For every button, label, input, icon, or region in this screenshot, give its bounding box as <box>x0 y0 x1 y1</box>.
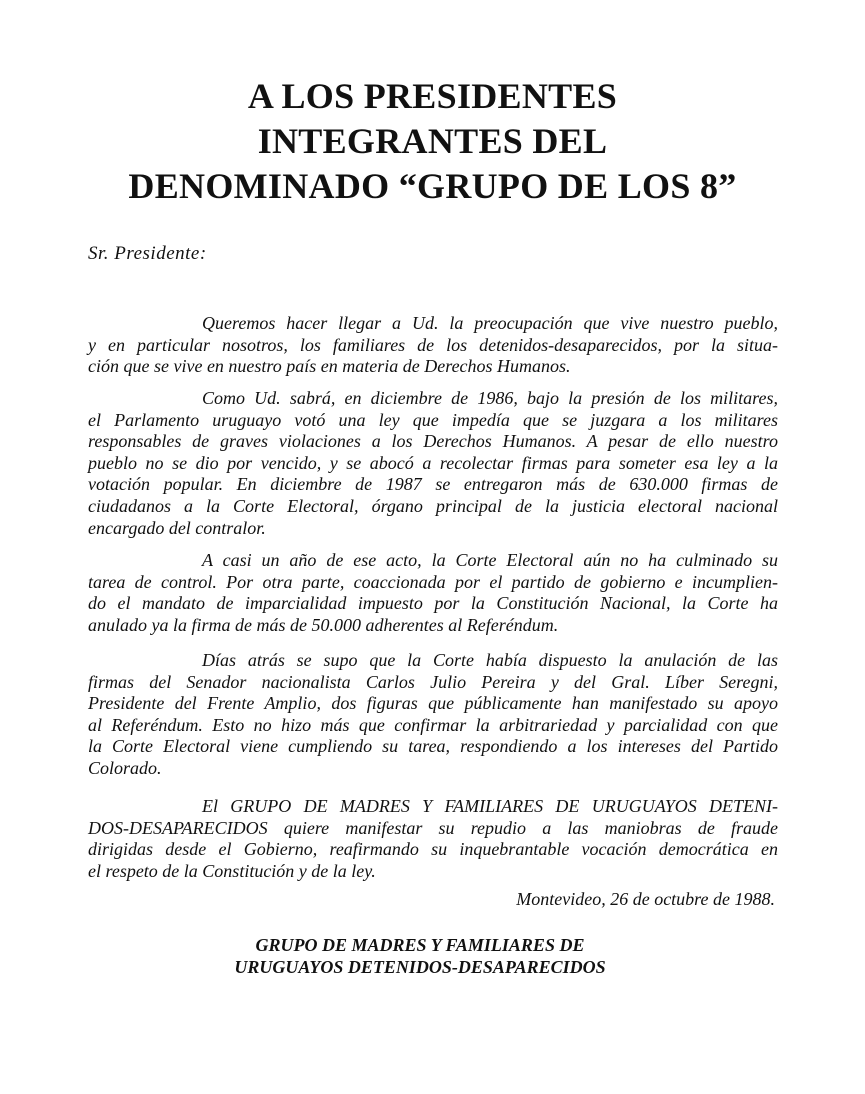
paragraph-line: anulado ya la firma de más de 50.000 adherentes al Referéndum. <box>88 614 559 635</box>
paragraph-line: A casi un año de ese acto, la Corte Electoral aún no ha culminado su <box>202 550 778 570</box>
paragraph <box>88 388 778 539</box>
paragraph <box>88 313 778 378</box>
signature-block <box>200 934 640 978</box>
paragraph-line: la Corte Electoral viene cumpliendo su tarea, respondiendo a los intereses del Partido <box>88 736 778 757</box>
paragraph-line: Colorado. <box>88 757 162 778</box>
paragraph-line: Queremos hacer llegar a Ud. la preocupación que vive nuestro pueblo, <box>202 313 778 333</box>
paragraph-line: El GRUPO DE MADRES Y FAMILIARES DE URUGUAYOS DETENI- <box>202 796 778 816</box>
title-line: DENOMINADO “GRUPO DE LOS 8” <box>128 166 737 206</box>
paragraph-line: encargado del contralor. <box>88 517 266 538</box>
paragraph-line: responsables de graves violaciones a los Derechos Humanos. A pesar de ello nuestro <box>88 431 778 452</box>
paragraph-line: ción que se vive en nuestro país en materia de Derechos Humanos. <box>88 356 571 377</box>
dateline: Montevideo, 26 de octubre de 1988. <box>516 889 775 909</box>
paragraph-line: pueblo no se dio por vencido, y se abocó a recolectar firmas para someter esa ley a la <box>88 452 778 473</box>
paragraph-line: Días atrás se supo que la Corte había dispuesto la anulación de las <box>202 650 778 670</box>
signature-line: URUGUAYOS DETENIDOS-DESAPARECIDOS <box>234 957 606 977</box>
paragraph-line: do el mandato de imparcialidad impuesto por la Constitución Nacional, la Corte ha <box>88 593 778 614</box>
paragraph-line: votación popular. En diciembre de 1987 se entregaron más de 630.000 firmas de <box>88 474 778 495</box>
paragraph-line: el respeto de la Constitución y de la ley. <box>88 860 376 881</box>
paragraph-line: y en particular nosotros, los familiares de los detenidos-desaparecidos, por la situa- <box>88 334 778 355</box>
paragraph-line: dirigidas desde el Gobierno, reafirmando su inquebrantable vocación democrática en <box>88 839 778 860</box>
paragraph-line: al Referéndum. Esto no hizo más que confirmar la arbitrariedad y parcialidad con que <box>88 714 778 735</box>
paragraph-line: DOS-DESAPARECIDOS quiere manifestar su repudio a las maniobras de fraude <box>88 817 778 838</box>
title-line: INTEGRANTES DEL <box>257 121 608 161</box>
paragraph <box>88 796 778 882</box>
paragraph-line: ciudadanos a la Corte Electoral, órgano principal de la justicia electoral nacional <box>88 495 778 516</box>
paragraph-line: Como Ud. sabrá, en diciembre de 1986, bajo la presión de los militares, <box>202 388 778 408</box>
title-line: A LOS PRESIDENTES <box>247 76 618 116</box>
paragraph <box>88 550 778 636</box>
signature-line: GRUPO DE MADRES Y FAMILIARES DE <box>255 935 585 955</box>
paragraph <box>88 650 778 780</box>
paragraph-line: firmas del Senador nacionalista Carlos Julio Pereira y del Gral. Líber Seregni, <box>88 671 778 692</box>
salutation: Sr. Presidente: <box>88 243 207 264</box>
paragraph-line: el Parlamento uruguayo votó una ley que impedía que se juzgara a los militares <box>88 409 778 430</box>
paragraph-line: Presidente del Frente Amplio, dos figuras que públicamente han manifestado su apoyo <box>88 693 778 714</box>
paragraph-line: tarea de control. Por otra parte, coaccionada por el partido de gobierno e incumplien- <box>88 571 778 592</box>
document-title <box>60 74 805 209</box>
